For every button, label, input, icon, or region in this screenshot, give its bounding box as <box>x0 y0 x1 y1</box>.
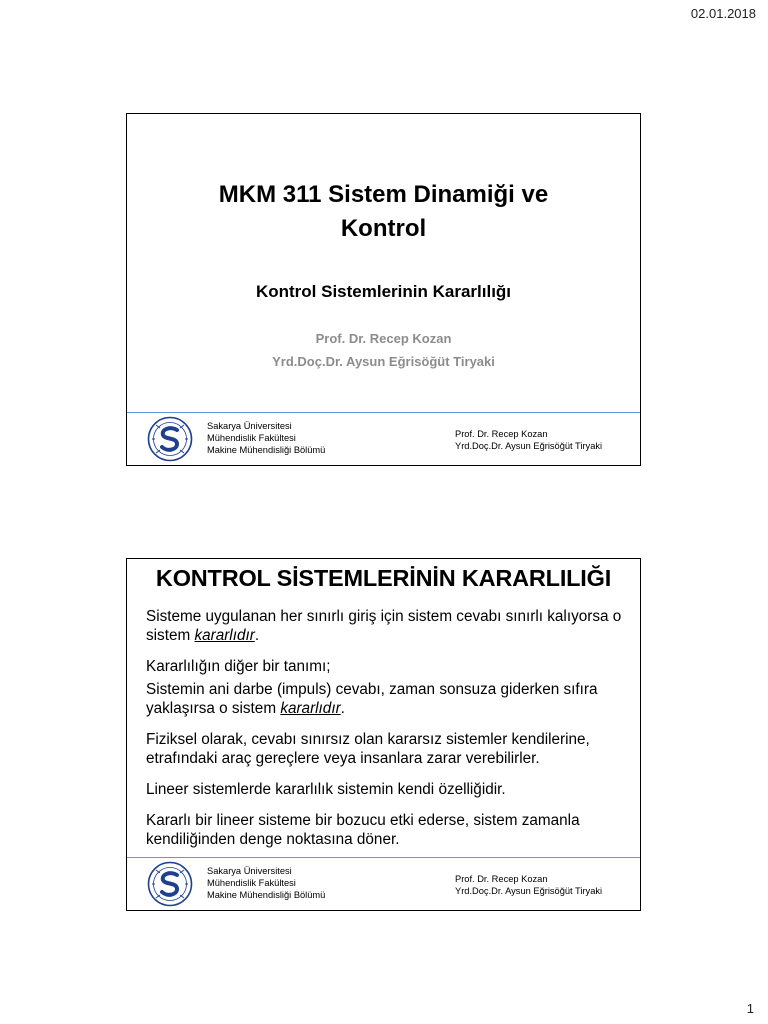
slide-title <box>126 113 641 466</box>
author-primary: Prof. Dr. Recep Kozan <box>315 331 452 346</box>
footer-author-1: Prof. Dr. Recep Kozan <box>455 429 548 439</box>
paragraph-intro-definition-2: Kararlılığın diğer bir tanımı; <box>146 658 331 675</box>
p1-text: Sisteme uygulanan her sınırlı giriş için sistem cevabı sınırlı kalıyorsa o sistem <box>146 608 622 644</box>
footer-faculty: Mühendislik Fakültesi <box>207 878 296 888</box>
page-number: 1 <box>746 1001 754 1016</box>
footer-university: Sakarya Üniversitesi <box>207 866 292 876</box>
university-logo-icon <box>147 416 193 462</box>
paragraph-physical: Fiziksel olarak, cevabı sınırsız olan kararsız sistemler kendilerine, etrafındaki araç gereçlere veya insanlara zarar verebilirler. <box>146 731 590 767</box>
university-logo-icon <box>147 861 193 907</box>
slide-subtitle: Kontrol Sistemlerinin Kararlılığı <box>255 282 512 301</box>
p3-text: Sistemin ani darbe (impuls) cevabı, zaman sonsuza giderken sıfıra yaklaşırsa o sistem <box>146 681 598 717</box>
paragraph-linear: Lineer sistemlerde kararlılık sistemin kendi özelliğidir. <box>146 781 506 798</box>
document-date: 02.01.2018 <box>690 6 756 21</box>
footer-department: Makine Mühendisliği Bölümü <box>207 890 326 900</box>
footer-faculty: Mühendislik Fakültesi <box>207 433 296 443</box>
paragraph-disturbance: Kararlı bir lineer sisteme bir bozucu etki ederse, sistem zamanla kendiliğinden denge noktasına döner. <box>146 812 580 848</box>
footer-institution <box>207 865 325 901</box>
title-line-1: MKM 311 Sistem Dinamiği ve <box>218 181 549 208</box>
footer-authors <box>455 428 602 452</box>
footer-university: Sakarya Üniversitesi <box>207 421 292 431</box>
p3-emphasis: kararlıdır <box>280 700 341 717</box>
footer-authors <box>455 873 602 897</box>
slide-footer <box>127 857 640 910</box>
slide2-heading: KONTROL SİSTEMLERİNİN KARARLILIĞI <box>155 565 612 591</box>
slide-content <box>126 558 641 911</box>
p1-emphasis: kararlıdır <box>194 627 255 644</box>
paragraph-definition-2 <box>146 680 632 718</box>
footer-author-1: Prof. Dr. Recep Kozan <box>455 874 548 884</box>
footer-institution <box>207 420 325 456</box>
slide-footer <box>127 412 640 465</box>
slide-title-heading <box>127 178 640 246</box>
p1-end: . <box>254 627 260 644</box>
slide2-body <box>146 607 632 861</box>
footer-author-2: Yrd.Doç.Dr. Aysun Eğrisöğüt Tiryaki <box>455 441 603 451</box>
footer-author-2: Yrd.Doç.Dr. Aysun Eğrisöğüt Tiryaki <box>455 886 603 896</box>
footer-department: Makine Mühendisliği Bölümü <box>207 445 326 455</box>
p3-end: . <box>340 700 345 717</box>
author-secondary: Yrd.Doç.Dr. Aysun Eğrisöğüt Tiryaki <box>272 354 495 369</box>
paragraph-definition-1 <box>146 607 632 645</box>
title-line-2: Kontrol <box>340 215 427 242</box>
